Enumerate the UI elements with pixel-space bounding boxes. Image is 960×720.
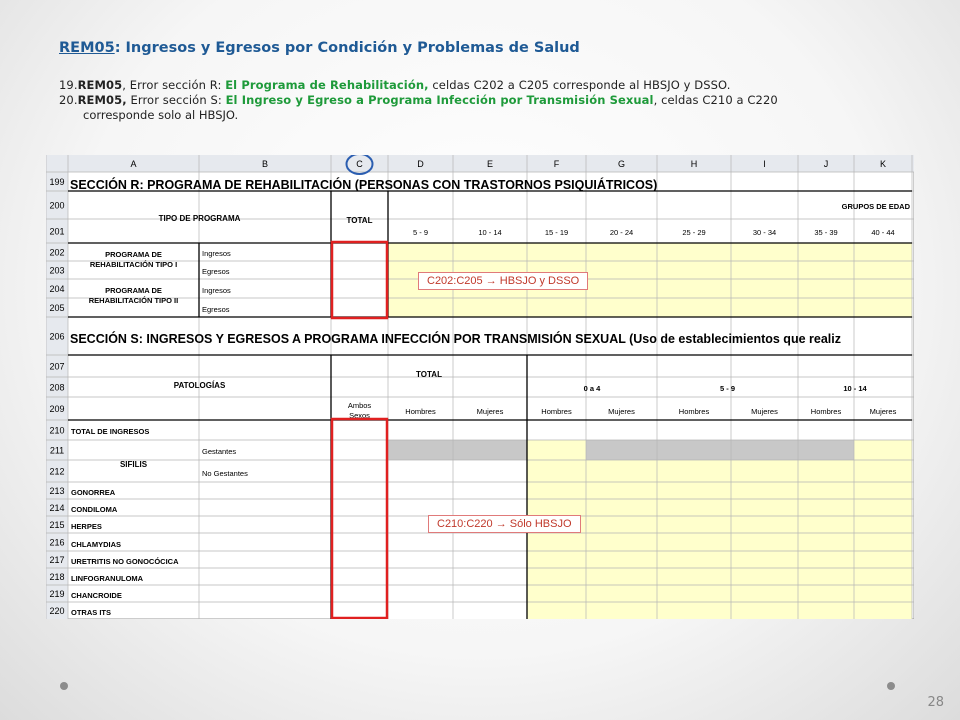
column-letter: H xyxy=(690,159,698,169)
note-num: 19. xyxy=(59,78,78,92)
age-group-label: 35 - 39 xyxy=(814,228,838,237)
column-letter: J xyxy=(823,159,829,169)
grey-cells-male xyxy=(731,440,854,460)
row-label: Ingresos xyxy=(202,286,231,295)
sex-label: Hombres xyxy=(405,407,436,416)
row-number: 218 xyxy=(49,572,65,582)
disease-label: CONDILOMA xyxy=(71,505,118,514)
column-letter: E xyxy=(486,159,494,169)
header-total: TOTAL xyxy=(346,216,373,225)
age-group-label: 10 - 14 xyxy=(478,228,502,237)
note-post: , celdas C210 a C220 xyxy=(653,93,778,107)
disease-label: OTRAS ITS xyxy=(71,608,112,617)
column-letter: C xyxy=(356,159,363,169)
slide-title xyxy=(59,40,580,56)
callout-section-r: C202:C205 → HBSJO y DSSO xyxy=(418,272,588,290)
note-num: 20. xyxy=(59,93,78,107)
programa-tipo-ii: PROGRAMA DE xyxy=(105,286,162,295)
age-group-s-label: 5 - 9 xyxy=(719,384,736,393)
title-code: REM05 xyxy=(59,40,115,56)
nav-dot-right xyxy=(887,682,895,690)
sex-label: Mujeres xyxy=(869,407,897,416)
note-pre: Error sección S: xyxy=(126,93,226,107)
total-ingresos-label: TOTAL DE INGRESOS xyxy=(71,427,150,436)
note-code: REM05 xyxy=(77,78,123,92)
row-number: 219 xyxy=(49,589,65,599)
row-number: 202 xyxy=(49,247,65,258)
header-grupos-edad: GRUPOS DE EDAD xyxy=(841,202,910,211)
age-group-label: 5 - 9 xyxy=(412,228,429,237)
page-number: 28 xyxy=(927,695,944,710)
note-post: celdas C202 a C205 corresponde al HBSJO y DSSO. xyxy=(428,78,731,92)
row-number: 212 xyxy=(49,466,65,477)
disease-label: URETRITIS NO GONOCÓCICA xyxy=(71,557,179,566)
row-number: 217 xyxy=(49,555,65,565)
note-pre: , Error sección R: xyxy=(122,78,226,92)
column-letter: K xyxy=(879,159,887,169)
row-number: 199 xyxy=(49,177,65,187)
grey-cells-male xyxy=(586,440,731,460)
header-total-s: TOTAL xyxy=(416,370,442,379)
sex-label: Hombres xyxy=(678,407,710,416)
callout-section-s: C210:C220 → Sólo HBSJO xyxy=(428,515,581,533)
note-highlight: El Programa de Rehabilitación, xyxy=(225,78,429,92)
age-group-s-label: 0 a 4 xyxy=(583,384,601,393)
row-number: 213 xyxy=(49,486,65,496)
header-tipo-programa: TIPO DE PROGRAMA xyxy=(158,214,241,223)
sex-label: Mujeres xyxy=(608,407,635,416)
note-19 xyxy=(59,78,731,92)
gestantes-label: Gestantes xyxy=(202,447,237,456)
age-group-label: 15 - 19 xyxy=(544,228,569,237)
row-label: Ingresos xyxy=(202,249,231,258)
disease-label: LINFOGRANULOMA xyxy=(71,574,144,583)
disease-label: CHLAMYDIAS xyxy=(71,540,121,549)
column-header-band xyxy=(46,155,914,172)
row-number: 211 xyxy=(49,445,65,456)
spreadsheet-image xyxy=(46,155,914,619)
sex-label: Mujeres xyxy=(476,407,504,416)
row-number: 210 xyxy=(49,425,65,436)
note-20 xyxy=(59,93,778,107)
column-letter: F xyxy=(553,159,560,169)
disease-label: HERPES xyxy=(71,522,102,531)
row-number: 216 xyxy=(49,537,65,548)
no-gestantes-label: No Gestantes xyxy=(202,469,248,478)
row-number: 206 xyxy=(49,331,65,342)
programa-tipo-ii: REHABILITACIÓN TIPO II xyxy=(88,296,179,305)
disease-label: CHANCROIDE xyxy=(71,591,122,600)
row-number: 204 xyxy=(49,284,65,294)
row-number: 208 xyxy=(49,382,65,393)
header-patologias: PATOLOGÍAS xyxy=(173,381,226,390)
header-ambos-sexos: Sexos xyxy=(349,411,370,420)
sifilis-label: SIFILIS xyxy=(119,460,148,469)
age-group-label: 40 - 44 xyxy=(871,228,895,237)
header-ambos-sexos: Ambos xyxy=(347,401,372,410)
column-letter: B xyxy=(261,159,269,169)
row-label: Egresos xyxy=(202,267,230,276)
note-20-continuation: corresponde solo al HBSJO. xyxy=(83,108,239,122)
title-rest: : Ingresos y Egresos por Condición y Problemas de Salud xyxy=(114,40,580,56)
row-number: 201 xyxy=(49,226,65,237)
row-number: 209 xyxy=(49,404,65,414)
programa-tipo-i: REHABILITACIÓN TIPO I xyxy=(89,260,178,269)
row-number: 220 xyxy=(49,606,65,616)
section-s-title: SECCIÓN S: INGRESOS Y EGRESOS A PROGRAMA INFECCIÓN POR TRANSMISIÓN SEXUAL (Uso de establecimientos que realiz xyxy=(70,332,841,346)
column-letter: G xyxy=(617,159,626,169)
row-number: 200 xyxy=(49,200,65,211)
column-letter: I xyxy=(763,159,766,169)
row-number: 203 xyxy=(49,265,65,276)
age-group-label: 20 - 24 xyxy=(609,228,634,237)
note-code: REM05, xyxy=(77,93,127,107)
column-letter: A xyxy=(130,159,137,169)
nav-dot-left xyxy=(60,682,68,690)
note-highlight: El Ingreso y Egreso a Programa Infección por Transmisión Sexual xyxy=(225,93,654,107)
row-number: 214 xyxy=(49,503,65,513)
sex-label: Hombres xyxy=(541,407,572,416)
row-label: Egresos xyxy=(202,305,230,314)
column-letter: D xyxy=(417,159,424,169)
age-group-s-label: 10 - 14 xyxy=(843,384,867,393)
section-r-title: SECCIÓN R: PROGRAMA DE REHABILITACIÓN (PERSONAS CON TRASTORNOS PSIQUIÁTRICOS) xyxy=(70,178,658,192)
disease-label: GONORREA xyxy=(71,488,116,497)
age-group-label: 30 - 34 xyxy=(752,228,777,237)
programa-tipo-i: PROGRAMA DE xyxy=(105,250,162,259)
total-cells-section-s xyxy=(388,460,527,619)
row-number: 215 xyxy=(49,520,65,530)
grey-cells-male xyxy=(388,440,527,460)
sex-label: Hombres xyxy=(810,407,842,416)
row-number: 205 xyxy=(49,303,65,313)
age-group-label: 25 - 29 xyxy=(682,228,706,237)
sex-label: Mujeres xyxy=(751,407,778,416)
row-number: 207 xyxy=(49,361,65,372)
